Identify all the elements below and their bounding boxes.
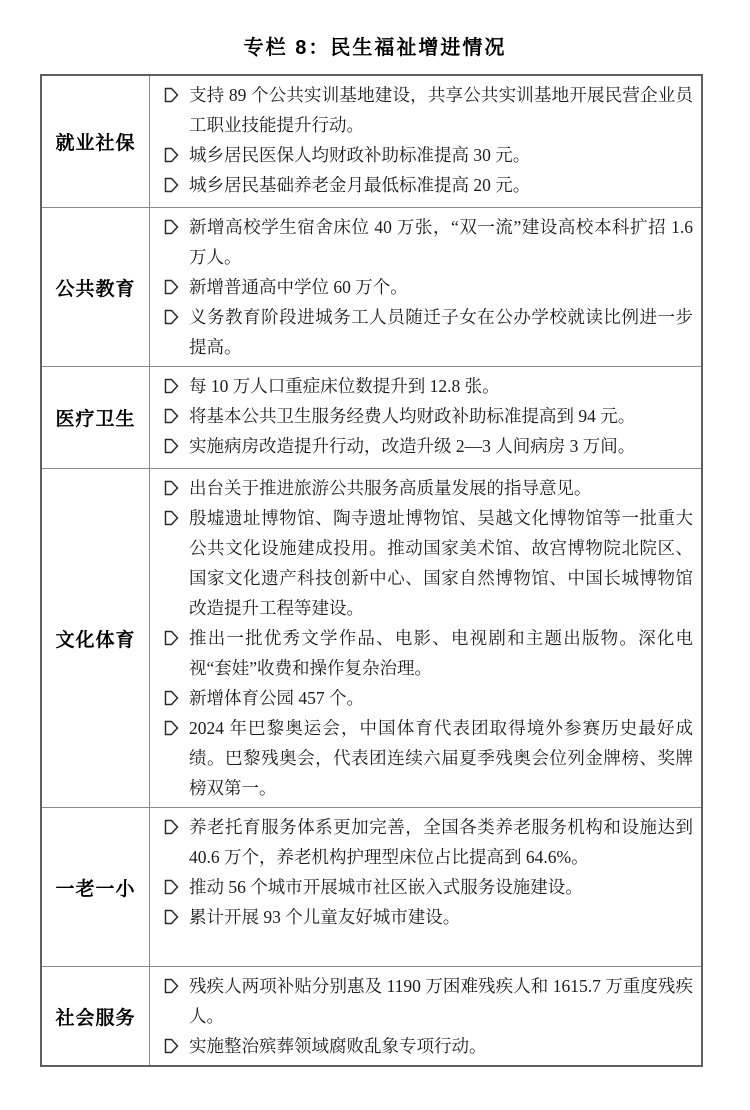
table-row <box>42 207 701 366</box>
list-item <box>162 431 693 461</box>
list-item-text: 养老托育服务体系更加完善，全国各类养老服务机构和设施达到 40.6 万个，养老机构护理型床位占比提高到 64.6%。 <box>189 817 693 867</box>
arrow-bullet-icon <box>164 408 179 424</box>
list-item-text: 殷墟遗址博物馆、陶寺遗址博物馆、吴越文化博物馆等一批重大公共文化设施建成投用。推动国家美术馆、故宫博物院北院区、国家文化遗产科技创新中心、国家自然博物馆、中国长城博物馆改造提升工程等建设。 <box>189 508 693 618</box>
list-item <box>162 80 693 140</box>
list-item <box>162 473 693 503</box>
list-item <box>162 503 693 623</box>
list-item-text: 新增体育公园 457 个。 <box>189 688 364 708</box>
items-cell <box>150 367 701 468</box>
list-item-text: 每 10 万人口重症床位数提升到 12.8 张。 <box>189 376 500 396</box>
list-item <box>162 902 693 932</box>
list-item-text: 残疾人两项补贴分别惠及 1190 万困难残疾人和 1615.7 万重度残疾人。 <box>189 976 693 1026</box>
list-item-text: 支持 89 个公共实训基地建设，共享公共实训基地开展民营企业员工职业技能提升行动。 <box>189 85 693 135</box>
table-row <box>42 966 701 1065</box>
items-cell <box>150 469 701 807</box>
category-label: 医疗卫生 <box>42 367 150 468</box>
list-item-text: 新增普通高中学位 60 万个。 <box>189 277 408 297</box>
list-item <box>162 302 693 362</box>
list-item-text: 新增高校学生宿舍床位 40 万张，“双一流”建设高校本科扩招 1.6 万人。 <box>189 217 693 267</box>
list-item <box>162 140 693 170</box>
list-item <box>162 713 693 803</box>
arrow-bullet-icon <box>164 879 179 895</box>
arrow-bullet-icon <box>164 510 179 526</box>
list-item-text: 将基本公共卫生服务经费人均财政补助标准提高到 94 元。 <box>189 406 636 426</box>
list-item-text: 城乡居民基础养老金月最低标准提高 20 元。 <box>189 175 531 195</box>
category-label: 文化体育 <box>42 469 150 807</box>
list-item <box>162 1031 693 1061</box>
items-cell <box>150 76 701 207</box>
list-item-text: 出台关于推进旅游公共服务高质量发展的指导意见。 <box>189 478 592 498</box>
items-cell <box>150 967 701 1065</box>
list-item-text: 推出一批优秀文学作品、电影、电视剧和主题出版物。深化电视“套娃”收费和操作复杂治理。 <box>189 628 693 678</box>
arrow-bullet-icon <box>164 279 179 295</box>
list-item <box>162 401 693 431</box>
arrow-bullet-icon <box>164 309 179 325</box>
list-item-text: 累计开展 93 个儿童友好城市建设。 <box>189 907 461 927</box>
table-row <box>42 468 701 807</box>
list-item <box>162 212 693 272</box>
list-item <box>162 971 693 1031</box>
arrow-bullet-icon <box>164 978 179 994</box>
arrow-bullet-icon <box>164 480 179 496</box>
arrow-bullet-icon <box>164 909 179 925</box>
arrow-bullet-icon <box>164 378 179 394</box>
category-label: 社会服务 <box>42 967 150 1065</box>
list-item <box>162 371 693 401</box>
items-cell <box>150 808 701 966</box>
list-item-text: 推动 56 个城市开展城市社区嵌入式服务设施建设。 <box>189 877 583 897</box>
items-cell <box>150 208 701 366</box>
arrow-bullet-icon <box>164 1038 179 1054</box>
list-item-text: 城乡居民医保人均财政补助标准提高 30 元。 <box>189 145 531 165</box>
arrow-bullet-icon <box>164 690 179 706</box>
list-item <box>162 683 693 713</box>
arrow-bullet-icon <box>164 219 179 235</box>
list-item-text: 义务教育阶段进城务工人员随迁子女在公办学校就读比例进一步提高。 <box>189 307 693 357</box>
list-item-text: 实施病房改造提升行动，改造升级 2—3 人间病房 3 万间。 <box>189 436 636 456</box>
list-item <box>162 272 693 302</box>
list-item-text: 2024 年巴黎奥运会，中国体育代表团取得境外参赛历史最好成绩。巴黎残奥会，代表团连续六届夏季残奥会位列金牌榜、奖牌榜双第一。 <box>189 718 693 798</box>
list-item <box>162 170 693 200</box>
table-row <box>42 76 701 207</box>
list-item <box>162 812 693 872</box>
livelihood-table <box>40 74 703 1067</box>
list-item-text: 实施整治殡葬领域腐败乱象专项行动。 <box>189 1036 487 1056</box>
category-label: 公共教育 <box>42 208 150 366</box>
arrow-bullet-icon <box>164 630 179 646</box>
table-row <box>42 807 701 966</box>
arrow-bullet-icon <box>164 720 179 736</box>
list-item <box>162 623 693 683</box>
category-label: 一老一小 <box>42 808 150 966</box>
page-title: 专栏 8：民生福祉增进情况 <box>243 37 507 59</box>
list-item <box>162 872 693 902</box>
arrow-bullet-icon <box>164 87 179 103</box>
table-row <box>42 366 701 468</box>
arrow-bullet-icon <box>164 177 179 193</box>
category-label: 就业社保 <box>42 76 150 207</box>
arrow-bullet-icon <box>164 819 179 835</box>
arrow-bullet-icon <box>164 438 179 454</box>
arrow-bullet-icon <box>164 147 179 163</box>
